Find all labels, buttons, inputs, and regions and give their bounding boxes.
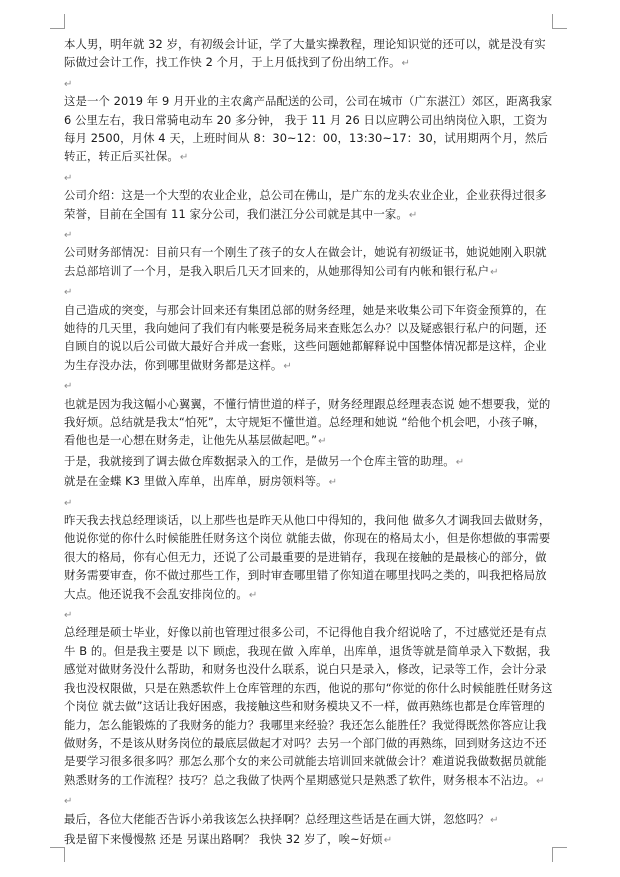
paragraph-mark-icon: ↵ — [490, 814, 499, 826]
paragraph-sudden-change: 自己造成的突变，与那会计回来还有集团总部的财务经理，她是来收集公司下年资金预算的，在她待的几天里，我向她问了我们有内帐要是税务局来查账怎么办？以及疑惑银行私户的问题，还自顾自的说以后公司做大最好合并成一套账，这些问题她都解释说中国整体情况都是这样，企业为生存没办法，你到哪里做财务都是这样。↵ — [64, 302, 547, 372]
paragraph-mark-icon: ↵ — [408, 209, 418, 221]
paragraph-mark-icon: ↵ — [64, 497, 73, 509]
paragraph-company-job: 这是一个 2019 年 9 月开业的主农禽产品配送的公司，公司在城市（广东湛江）郊区，距离我家 6 公里左右，我日常骑电动车 20 多分钟， 我于 11 月 26 日以应聘公司出纳岗位入职，工资为每月 2500，月休 4 天，上班时间从 8：30~12：00，13:30~17：30，试用期两个月，然后转正，转正后买社保。↵ — [64, 94, 553, 164]
paragraph-mark-icon: ↵ — [455, 456, 465, 468]
blank-line — [64, 74, 556, 92]
paragraph-mark-icon: ↵ — [64, 796, 73, 808]
blank-line — [64, 605, 556, 623]
paragraph-manager-attitude: 也就是因为我这幅小心翼翼，不懂行情世道的样子，财务经理跟总经理表态说 她不想要我，觉的我好烦。总结就是我太“怕死”，太守规矩不懂世道。总经理和她说 “给他个机会吧，小孩子嘛，看他也是一心想在财务走，让他先从基层做起吧。”↵ — [64, 396, 551, 448]
paragraph-talk-with-gm: 昨天我去找总经理谈话，以上那些也是昨天从他口中得知的，我问他 做多久才调我回去做财务，他说你觉的你什么时候能胜任财务这个岗位 就能去做，你现在的格局太小，但是你想做的事需要很大的格局，你有心但无力，还说了公司最重要的是进销存，我现在接触的是最核心的部分，做财务需要审查，你不做过那些工作，到时审查哪里错了你知道在哪里找吗之类的，叫我把格局放大点。他还说我不会乱安排岗位的。↵ — [64, 513, 551, 601]
blank-line — [64, 282, 556, 300]
paragraph-company-intro: 公司介绍：这是一个大型的农业企业，总公司在佛山，是广东的龙头农业企业，企业获得过很多荣誉，目前在全国有 11 家分公司，我们湛江分公司就是其中一家。↵ — [64, 188, 547, 221]
paragraph-mark-icon: ↵ — [490, 266, 499, 278]
paragraph-finance-dept: 公司财务部情况：目前只有一个刚生了孩子的女人在做会计，她说有初级证书，她说她刚入职就去总部培训了一个月，是我入职后几天才回来的，从她那得知公司有内帐和银行私户↵ — [64, 245, 547, 278]
page-corner-mark-top-right — [552, 14, 567, 29]
paragraph-mark-icon: ↵ — [383, 834, 393, 846]
paragraph-concerns: 总经理是硕士毕业，好像以前也管理过很多公司，不记得他自我介绍说啥了，不过感觉还是有点牛 B 的。但是我主要是 以下 顾虑，我现在做 入库单，出库单，退货等就是简单录入下数据，我感觉对做财务没什么帮助，和财务也没什么联系，说白只是录入，修改，记录等工作，会计分录我也没权限做，只是在熟悉软件上仓库管理的东西，他说的那句“你觉的你什么时候能胜任财务这个岗位 就去做”这话让我好困惑，我接触这些和财务模块又不一样，做再熟练也都是仓库管理的能力，怎么能锻炼的了我财务的能力？我哪里来经验？我还怎么能胜任？我觉得既然你答应让我做财务，不是该从财务岗位的最底层做起才对吗？去另一个部门做的再熟练，回到财务这边不还是要学习很多很多吗？那怎么那个女的来公司就能去培训回来就做会计？难道说我做数据员就能熟悉财务的工作流程？技巧？总之我做了快两个星期感觉只是熟悉了软件，财务根本不沾边。↵ — [64, 625, 553, 787]
paragraph-mark-icon: ↵ — [64, 78, 73, 90]
blank-line — [64, 168, 556, 186]
paragraph-question: 最后，各位大佬能否告诉小弟我该怎么抉择啊？总经理这些话是在画大饼，忽悠吗？↵ — [64, 811, 499, 826]
paragraph-intro: 本人男，明年就 32 岁，有初级会计证，学了大量实操教程，理论知识觉的还可以，就是没有实际做过会计工作，找工作快 2 个月，于上月低找到了份出纳工作。↵ — [64, 37, 546, 70]
blank-line — [64, 376, 556, 394]
blank-line — [64, 791, 556, 809]
paragraph-mark-icon: ↵ — [536, 775, 545, 787]
paragraph-mark-icon: ↵ — [64, 230, 73, 242]
paragraph-mark-icon: ↵ — [179, 152, 189, 164]
paragraph-mark-icon: ↵ — [283, 360, 292, 372]
page-corner-mark-bottom-left — [50, 847, 65, 862]
paragraph-closing: 我是留下来慢慢熬 还是 另谋出路啊？ 我快 32 岁了，唉~好烦↵ — [64, 831, 393, 846]
paragraph-transfer: 于是，我就接到了调去做仓库数据录入的工作，是做另一个仓库主管的助理。↵ — [64, 453, 465, 468]
paragraph-mark-icon: ↵ — [401, 58, 411, 70]
paragraph-mark-icon: ↵ — [248, 589, 258, 601]
paragraph-mark-icon: ↵ — [318, 436, 327, 448]
page-corner-mark-top-left — [50, 14, 65, 29]
paragraph-mark-icon: ↵ — [328, 477, 338, 489]
paragraph-mark-icon: ↵ — [64, 287, 73, 299]
paragraph-mark-icon: ↵ — [64, 172, 73, 184]
blank-line — [64, 225, 556, 243]
paragraph-mark-icon: ↵ — [64, 381, 73, 393]
paragraph-k3-work: 就是在金蝶 K3 里做入库单，出库单，厨房领料等。↵ — [64, 474, 338, 489]
paragraph-mark-icon: ↵ — [64, 610, 73, 622]
document-body[interactable] — [64, 35, 556, 850]
blank-line — [64, 493, 556, 511]
